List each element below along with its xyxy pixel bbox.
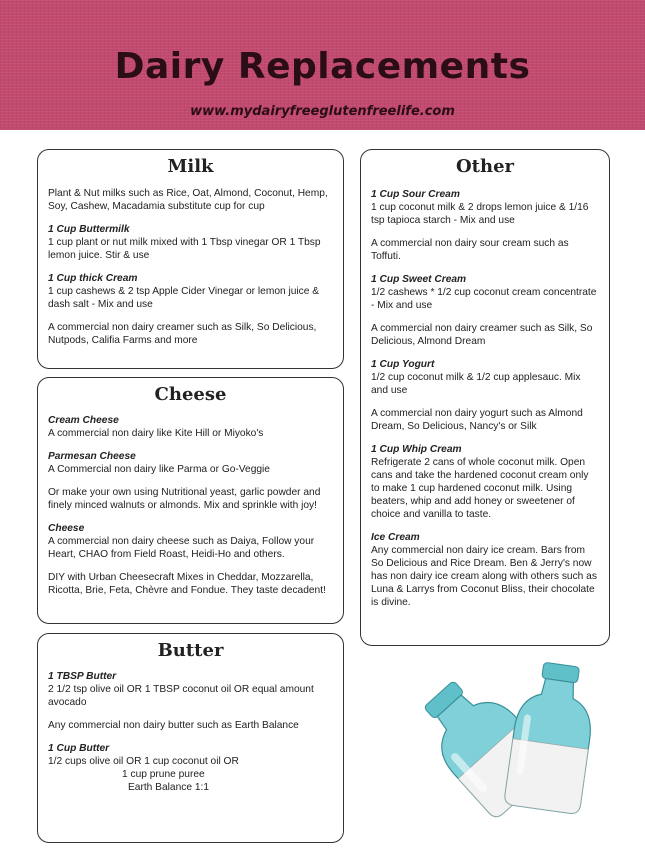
sweet-cream-label: 1 Cup Sweet Cream [371,274,467,285]
tbsp-butter-text: 2 1/2 tsp olive oil OR 1 TBSP coconut oil OR equal amount avocado [48,684,314,708]
buttermilk-label: 1 Cup Buttermilk [48,224,130,235]
ice-cream-label: Ice Cream [371,532,420,543]
whip-cream-label: 1 Cup Whip Cream [371,444,462,455]
cheese-card [37,377,344,624]
yogurt-commercial: A commercial non dairy yogurt such as Almond Dream, So Delicious, Nancy's or Silk [371,408,583,432]
sour-cream-text: 1 cup coconut milk & 2 drops lemon juice & 1/16 tsp tapioca starch - Mix and use [371,202,589,226]
site-url: www.mydairyfreeglutenfreelife.com [190,104,455,119]
butter-heading: Butter [157,640,224,661]
sweet-cream-text: 1/2 cashews * 1/2 cup coconut cream concentrate - Mix and use [371,287,597,311]
parmesan-label: Parmesan Cheese [48,451,136,462]
commercial-butter-text: Any commercial non dairy butter such as Earth Balance [48,720,299,731]
cup-butter-line2: 1 cup prune puree [122,769,205,780]
milk-card [37,149,344,369]
make-own-text: Or make your own using Nutritional yeast, garlic powder and finely minced walnuts or almonds. Mix and sprinkle with joy! [48,487,321,511]
other-card [360,149,610,646]
milk-bottle-icon [504,659,600,814]
cup-butter-line3: Earth Balance 1:1 [128,782,209,793]
milk-intro: Plant & Nut milks such as Rice, Oat, Almond, Coconut, Hemp, Soy, Cashew, Macadamia substitute cup for cup [48,188,328,212]
sour-cream-commercial: A commercial non dairy sour cream such as Toffuti. [371,238,569,262]
cup-butter-label: 1 Cup Butter [48,743,110,754]
ice-cream-text: Any commercial non dairy ice cream. Bars from So Delicious and Rice Dream. Ben & Jerry's now has non dairy ice cream along with others such as Luna & Larrys from Coconut Bliss, their chocolate is divine. [371,545,597,608]
cup-butter-line1: 1/2 cups olive oil OR 1 cup coconut oil OR [48,756,239,767]
sweet-cream-commercial: A commercial non dairy creamer such as Silk, So Delicious, Almond Dream [371,323,593,347]
butter-card [37,633,344,843]
tbsp-butter-label: 1 TBSP Butter [48,671,117,682]
whip-cream-text: Refrigerate 2 cans of whole coconut milk. Open cans and take the hardened coconut cream only to make 1 cup hardened coconut milk. Using beaters, whip and add honey or sweetener of choice and vanilla to taste. [371,457,589,520]
milk-bottles-illustration [402,648,612,818]
milk-heading: Milk [167,156,214,177]
thick-cream-label: 1 Cup thick Cream [48,273,138,284]
sour-cream-label: 1 Cup Sour Cream [371,189,460,200]
cheese-heading: Cheese [154,384,227,405]
cream-cheese-text: A commercial non dairy like Kite Hill or Miyoko's [48,428,264,439]
creamer-text: A commercial non dairy creamer such as Silk, So Delicious, Nutpods, Califia Farms and more [48,322,317,346]
cheese-text: A commercial non dairy cheese such as Daiya, Follow your Heart, CHAO from Field Roast, Heidi-Ho and others. [48,536,315,560]
yogurt-text: 1/2 cup coconut milk & 1/2 cup applesauc. Mix and use [371,372,581,396]
cheese-label: Cheese [48,523,85,534]
thick-cream-text: 1 cup cashews & 2 tsp Apple Cider Vinegar or lemon juice & dash salt - Mix and use [48,286,320,310]
buttermilk-text: 1 cup plant or nut milk mixed with 1 Tbsp vinegar OR 1 Tbsp lemon juice. Stir & use [48,237,321,261]
cream-cheese-label: Cream Cheese [48,415,119,426]
parmesan-text: A Commercial non dairy like Parma or Go-Veggie [48,464,270,475]
yogurt-label: 1 Cup Yogurt [371,359,435,370]
other-heading: Other [455,156,515,177]
diy-text: DIY with Urban Cheesecraft Mixes in Cheddar, Mozzarella, Ricotta, Brie, Feta, Chèvre and Fondue. They taste decadent! [48,572,326,596]
page-title: Dairy Replacements [114,46,531,87]
